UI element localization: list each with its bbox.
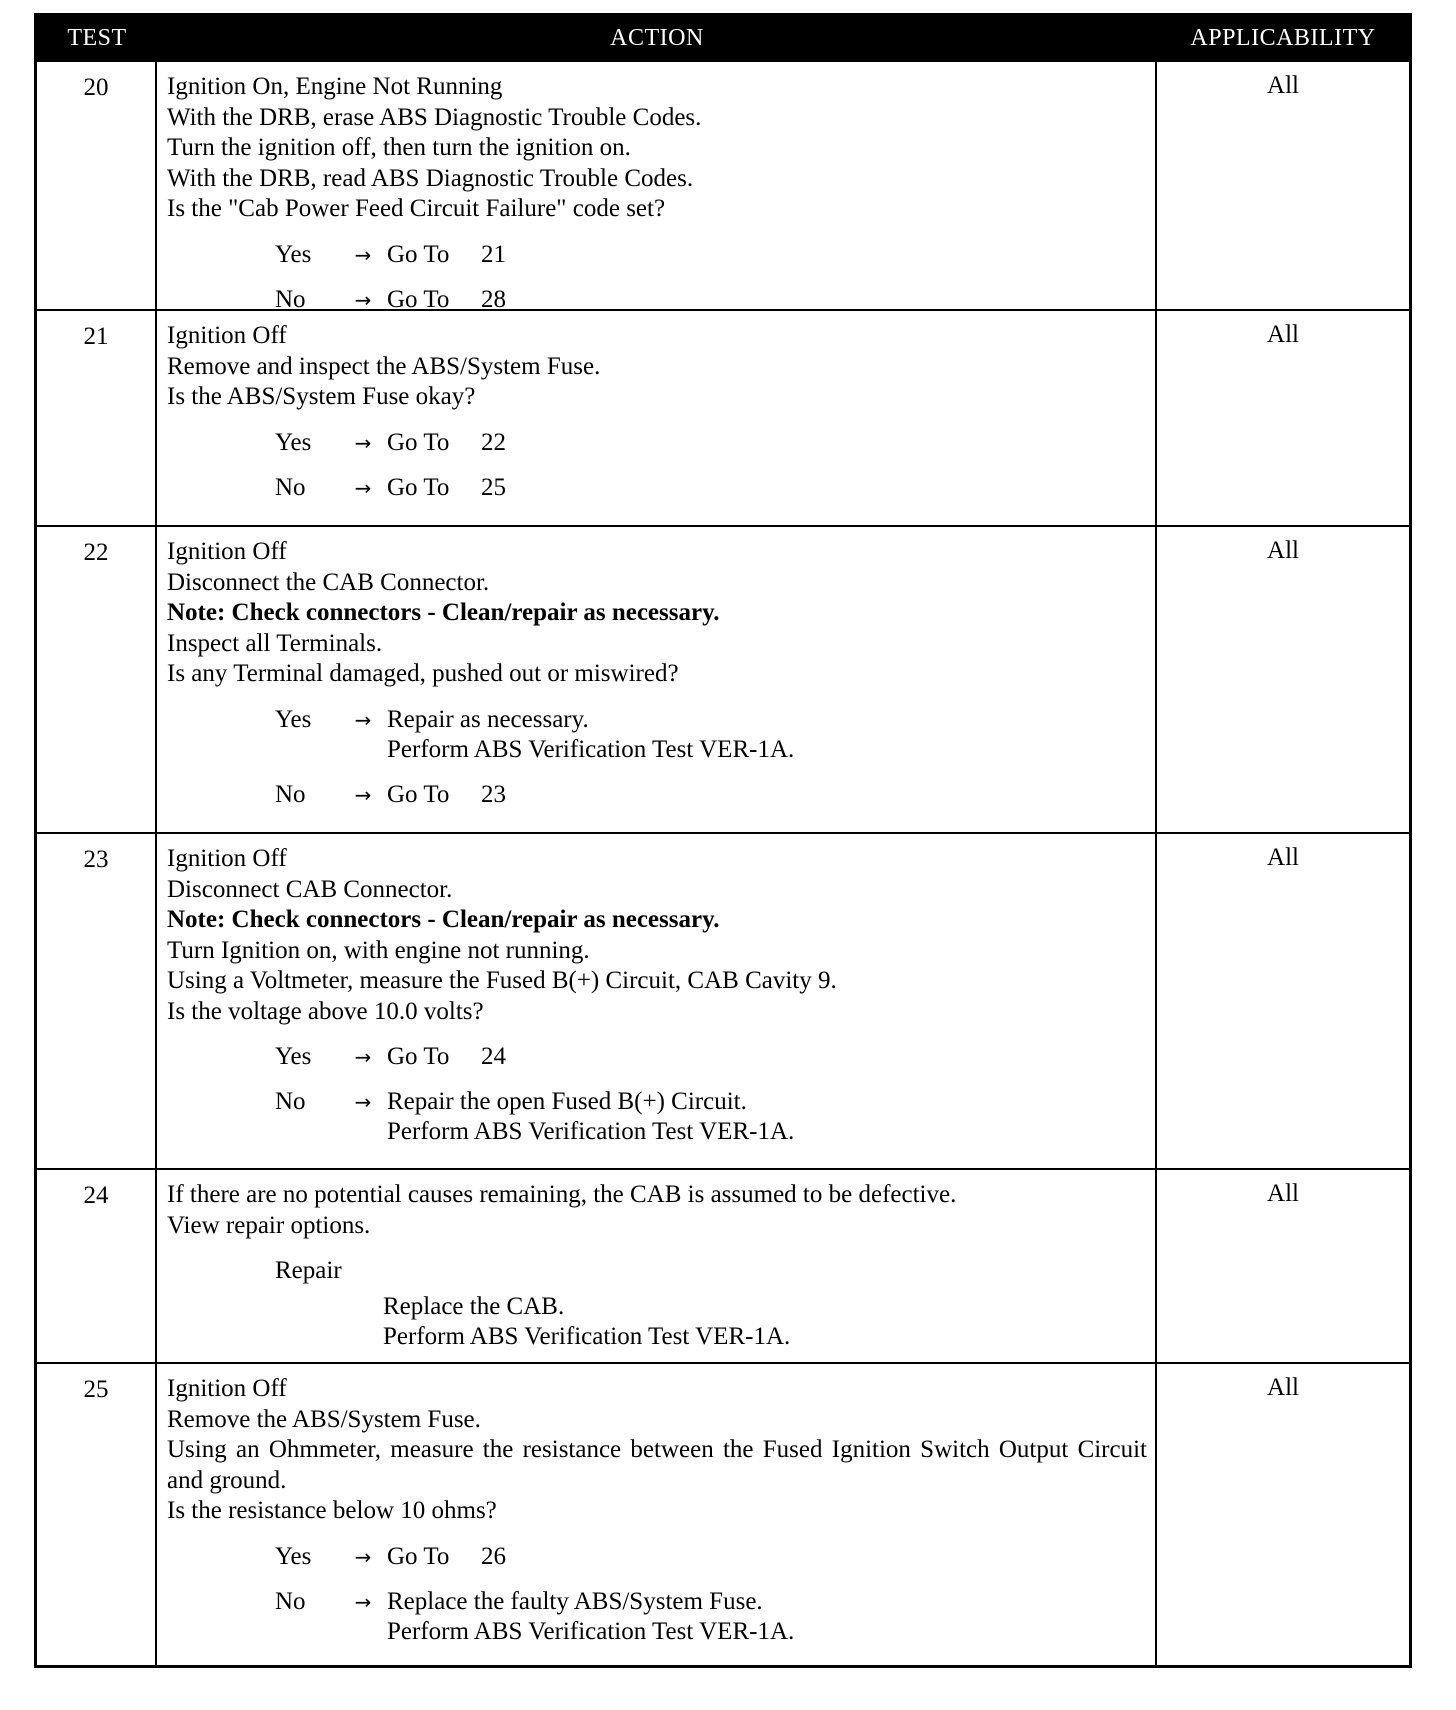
action-line: With the DRB, read ABS Diagnostic Trouble Codes. xyxy=(167,164,694,192)
no-branch xyxy=(167,1587,1147,1647)
no-branch xyxy=(167,1087,1147,1147)
applicability-cell: All xyxy=(1267,72,1299,99)
action-line: Ignition Off xyxy=(167,845,287,872)
branch-result xyxy=(387,240,506,270)
goto-label: Go To xyxy=(387,1043,450,1070)
action-line: Turn the ignition off, then turn the ignition on. xyxy=(167,134,631,161)
goto-target: 22 xyxy=(481,428,506,456)
action-line: Ignition Off xyxy=(167,322,287,349)
table-row-21 xyxy=(37,309,1409,525)
action-line: Is the "Cab Power Feed Circuit Failure" code set? xyxy=(167,195,666,222)
table-row-25 xyxy=(37,1362,1409,1665)
arrow-right-icon: → xyxy=(354,1589,372,1614)
goto-target: 23 xyxy=(481,780,506,808)
repair-step: Replace the CAB. xyxy=(383,1292,565,1320)
goto-label: Go To xyxy=(387,473,450,501)
arrow-right-icon: → xyxy=(354,1090,372,1114)
action-line: View repair options. xyxy=(167,1211,371,1239)
repair-label: Repair xyxy=(275,1257,342,1284)
table-row-20 xyxy=(37,60,1409,313)
applicability-cell: All xyxy=(1267,321,1299,348)
result-line: Perform ABS Verification Test VER-1A. xyxy=(387,1118,795,1145)
action-line: Ignition Off xyxy=(167,538,287,565)
action-cell xyxy=(157,527,1157,832)
result-line: Repair as necessary. xyxy=(387,705,589,733)
yes-label: Yes xyxy=(275,705,312,733)
action-cell xyxy=(157,834,1157,1168)
header-test: TEST xyxy=(67,24,127,51)
yes-branch xyxy=(167,705,1147,765)
table-row-23 xyxy=(37,832,1409,1168)
result-line: Repair the open Fused B(+) Circuit. xyxy=(387,1088,747,1115)
yes-label: Yes xyxy=(275,428,312,456)
header-action: ACTION xyxy=(610,24,704,51)
action-paragraph: Using an Ohmmeter, measure the resistance between the Fused Ignition Switch Output Circuit and ground. xyxy=(167,1436,1147,1494)
branch-result xyxy=(387,1542,506,1572)
no-label: No xyxy=(275,780,306,808)
goto-label: Go To xyxy=(387,240,450,268)
action-line: Ignition Off xyxy=(167,1375,287,1402)
arrow-right-icon: → xyxy=(354,475,372,500)
applicability-cell: All xyxy=(1267,537,1299,564)
arrow-right-icon: → xyxy=(354,430,372,455)
result-line: Perform ABS Verification Test VER-1A. xyxy=(387,1617,795,1645)
applicability-cell: All xyxy=(1267,844,1299,871)
action-cell xyxy=(157,62,1157,313)
test-number: 25 xyxy=(37,1364,157,1665)
goto-label: Go To xyxy=(387,285,450,313)
branch-result xyxy=(387,1042,506,1072)
table-header xyxy=(37,16,1409,60)
repair-steps xyxy=(383,1292,1147,1353)
branch-result xyxy=(387,1087,794,1147)
applicability-cell: All xyxy=(1267,1374,1299,1401)
goto-target: 25 xyxy=(481,473,506,501)
action-line: Disconnect the CAB Connector. xyxy=(167,568,490,596)
action-line: Is the voltage above 10.0 volts? xyxy=(167,997,484,1025)
branch-result xyxy=(387,1587,794,1647)
test-number: 20 xyxy=(37,62,157,309)
goto-label: Go To xyxy=(387,1542,450,1570)
yes-branch xyxy=(167,1042,1147,1072)
test-number: 22 xyxy=(37,527,157,832)
goto-label: Go To xyxy=(387,428,450,456)
result-line: Perform ABS Verification Test VER-1A. xyxy=(387,735,795,763)
test-number: 24 xyxy=(37,1170,157,1362)
repair-step: Perform ABS Verification Test VER-1A. xyxy=(383,1323,791,1350)
yes-label: Yes xyxy=(275,1542,312,1570)
test-number: 23 xyxy=(37,834,157,1168)
repair-options xyxy=(167,1256,1147,1353)
no-label: No xyxy=(275,473,306,501)
table-row-24 xyxy=(37,1168,1409,1362)
action-line: Remove the ABS/System Fuse. xyxy=(167,1405,481,1433)
applicability-cell: All xyxy=(1267,1180,1299,1207)
note-line: Note: Check connectors - Clean/repair as necessary. xyxy=(167,599,720,626)
action-cell xyxy=(157,1170,1157,1362)
diagnostic-table xyxy=(34,13,1412,1668)
yes-branch xyxy=(167,1542,1147,1572)
goto-target: 28 xyxy=(481,285,506,313)
arrow-right-icon: → xyxy=(354,1045,372,1069)
goto-target: 26 xyxy=(481,1542,506,1570)
action-line: Is the ABS/System Fuse okay? xyxy=(167,383,476,410)
result-line: Replace the faulty ABS/System Fuse. xyxy=(387,1587,763,1615)
action-line: Inspect all Terminals. xyxy=(167,629,383,657)
arrow-right-icon: → xyxy=(354,242,372,267)
action-line: With the DRB, erase ABS Diagnostic Trouble Codes. xyxy=(167,103,702,131)
header-applicability: APPLICABILITY xyxy=(1190,24,1376,51)
branch-result xyxy=(387,473,506,503)
action-line: Is the resistance below 10 ohms? xyxy=(167,1497,497,1524)
goto-target: 21 xyxy=(481,240,506,268)
goto-target: 24 xyxy=(481,1043,506,1070)
goto-label: Go To xyxy=(387,780,450,808)
note-line: Note: Check connectors - Clean/repair as necessary. xyxy=(167,906,720,933)
action-line: Disconnect CAB Connector. xyxy=(167,875,453,903)
no-label: No xyxy=(275,1587,306,1615)
action-line: Ignition On, Engine Not Running xyxy=(167,73,503,100)
branch-result xyxy=(387,428,506,458)
action-cell xyxy=(157,1364,1157,1665)
branch-result xyxy=(387,780,506,810)
yes-label: Yes xyxy=(275,1043,312,1070)
action-line: If there are no potential causes remaining, the CAB is assumed to be defective. xyxy=(167,1181,957,1208)
arrow-right-icon: → xyxy=(354,1544,372,1569)
no-branch xyxy=(167,780,1147,810)
no-branch xyxy=(167,285,1147,315)
no-label: No xyxy=(275,1088,306,1115)
yes-branch xyxy=(167,428,1147,458)
table-row-22 xyxy=(37,525,1409,832)
arrow-right-icon: → xyxy=(354,782,372,807)
arrow-right-icon: → xyxy=(354,707,372,732)
no-label: No xyxy=(275,285,306,313)
action-line: Turn Ignition on, with engine not running. xyxy=(167,936,590,964)
action-line: Is any Terminal damaged, pushed out or miswired? xyxy=(167,660,679,687)
arrow-right-icon: → xyxy=(354,287,372,312)
action-line: Using a Voltmeter, measure the Fused B(+) Circuit, CAB Cavity 9. xyxy=(167,967,837,994)
test-number: 21 xyxy=(37,311,157,525)
action-cell xyxy=(157,311,1157,525)
yes-branch xyxy=(167,240,1147,270)
yes-label: Yes xyxy=(275,240,312,268)
action-line: Remove and inspect the ABS/System Fuse. xyxy=(167,352,601,380)
no-branch xyxy=(167,473,1147,503)
branch-result xyxy=(387,705,794,765)
branch-result xyxy=(387,285,506,315)
